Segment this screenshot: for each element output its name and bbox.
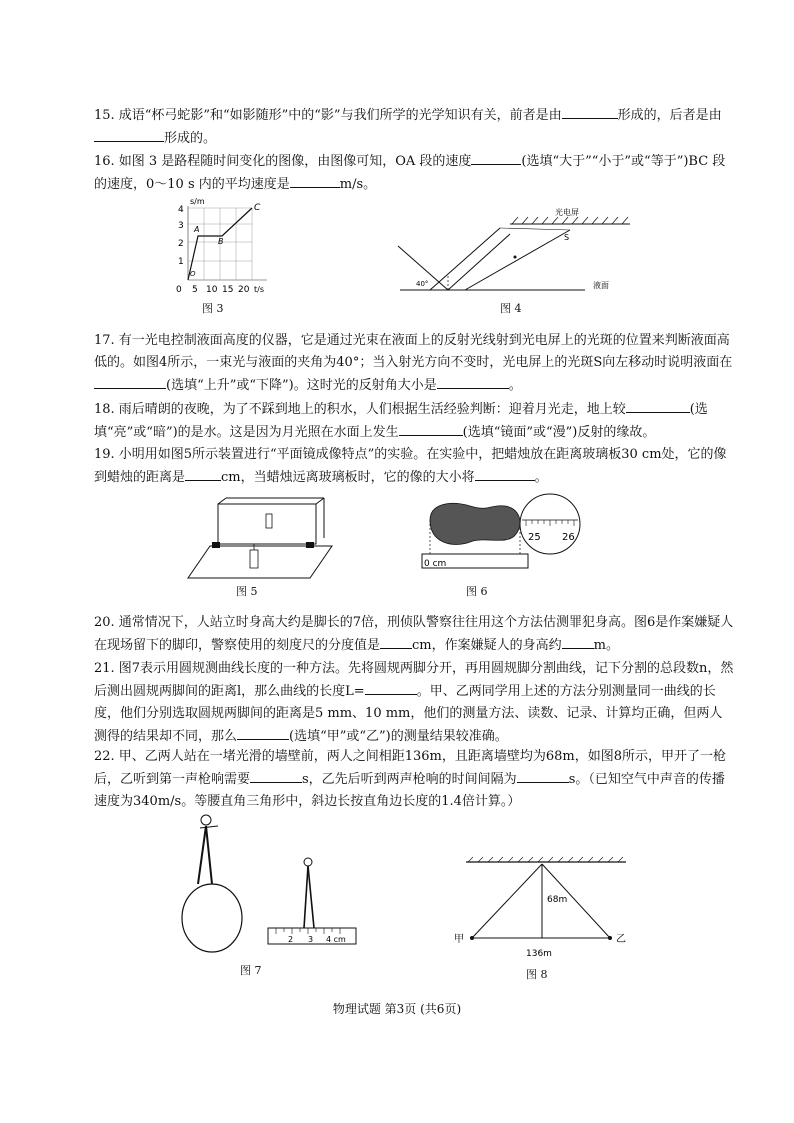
q22-blank-2[interactable] xyxy=(517,768,569,783)
q18-blank-2[interactable] xyxy=(399,421,463,436)
height-68m-label: 68m xyxy=(547,895,568,905)
q20-blank-1[interactable] xyxy=(380,634,412,649)
figure-8-caption: 图 8 xyxy=(526,968,548,981)
ruler-tick-4cm: 4 cm xyxy=(326,935,346,944)
person-jia-label: 甲 xyxy=(454,934,464,945)
y-tick-2: 2 xyxy=(178,239,184,249)
footprint xyxy=(430,503,520,544)
ruler-25-label: 25 xyxy=(528,532,541,543)
q20-blank-2[interactable] xyxy=(562,634,594,649)
q17-blank-1[interactable] xyxy=(94,374,166,389)
ruler-tick-2: 2 xyxy=(288,935,294,944)
q18-text-3: (选填“镜面”或“漫”)反射的缘故。 xyxy=(462,425,656,440)
point-c-label: C xyxy=(254,203,261,213)
q20-text-1: 通常情况下，人站立时身高大约是脚长的7倍，刑侦队警察往往用这个方法估测罪犯身高。图6是作案嫌疑人在现场留下的脚印，警察使用的刻度尺的分度值是 xyxy=(94,615,734,653)
q20-text-2: cm，作案嫌疑人的身高约 xyxy=(412,638,562,653)
figure-8-wall-echo xyxy=(446,852,646,962)
q15-text-1: 成语“杯弓蛇影”和“如影随形”中的“影”与我们所学的光学知识有关，前者是由 xyxy=(118,108,562,123)
q15-blank-2[interactable] xyxy=(94,127,164,142)
figure-7-caption: 图 7 xyxy=(240,964,262,977)
person-yi-label: 乙 xyxy=(616,934,626,945)
point-b-label: B xyxy=(218,237,224,246)
q16-text-2: (选填“大于”“小于”或“等于”)BC 段的速度，0～10 s 内的平均速度是 xyxy=(94,154,726,192)
q16-number: 16. xyxy=(94,154,115,169)
q21-number: 21. xyxy=(94,661,115,676)
q21-blank-1[interactable] xyxy=(365,680,417,695)
y-axis-label: s/m xyxy=(190,197,205,206)
q22-blank-1[interactable] xyxy=(250,768,302,783)
q19-blank-1[interactable] xyxy=(185,466,221,481)
q20-number: 20. xyxy=(94,615,115,630)
ruler-zero-label: 0 cm xyxy=(424,559,447,569)
figure-3-graph xyxy=(172,196,282,316)
q17-text-1: 有一光电控制液面高度的仪器，它是通过光束在液面上的反射光线射到光电屏上的光斑的位置来判断液面高低的。如图4所示，一束光与液面的夹角为40°；当入射光方向不变时，光电屏上的光斑S向左移动时说明液面在 xyxy=(94,333,733,370)
x-tick-0: 0 xyxy=(176,285,182,295)
q18-text-1: 雨后晴朗的夜晚，为了不踩到地上的积水，人们根据生活经验判断：迎着月光走，地上较 xyxy=(118,402,626,417)
question-19 xyxy=(94,444,734,489)
q15-text-2: 形成的，后者是由 xyxy=(617,108,722,123)
ruler-26-label: 26 xyxy=(562,532,575,543)
point-o-label: O xyxy=(190,270,196,278)
q19-blank-2[interactable] xyxy=(475,466,535,481)
base-136m-label: 136m xyxy=(526,949,552,959)
q19-number: 19. xyxy=(94,447,115,462)
q16-text-1: 如图 3 是路程随时间变化的图像，由图像可知，OA 段的速度 xyxy=(118,154,472,169)
point-a-label: A xyxy=(194,225,200,234)
figure-3-caption: 图 3 xyxy=(202,302,224,315)
q15-number: 15. xyxy=(94,108,115,123)
question-16 xyxy=(94,150,734,196)
question-18 xyxy=(94,398,734,444)
liquid-label: 液面 xyxy=(593,281,609,290)
q16-blank-1[interactable] xyxy=(471,150,521,165)
q18-number: 18. xyxy=(94,402,115,417)
question-21 xyxy=(94,658,734,748)
y-tick-1: 1 xyxy=(178,257,184,267)
ruler-tick-3: 3 xyxy=(308,935,314,944)
figure-5-mirror-setup xyxy=(182,494,342,584)
q17-number: 17. xyxy=(94,333,115,348)
page-footer: 物理试题 第3页 (共6页) xyxy=(332,1002,462,1016)
q17-blank-2[interactable] xyxy=(437,374,509,389)
question-22 xyxy=(94,746,734,813)
q20-text-3: m。 xyxy=(593,638,619,653)
q16-blank-2[interactable] xyxy=(290,173,340,188)
curve-circle xyxy=(182,884,242,952)
q19-text-3: 。 xyxy=(534,470,548,485)
figure-6-footprint-ruler xyxy=(420,490,600,580)
q21-text-1: 图7表示用圆规测曲线长度的一种方法。先将圆规两脚分开，再用圆规脚分割曲线，记下分割的总段数n，然后测出圆规两脚间的距离l，那么曲线的长度L= xyxy=(94,661,734,699)
spot-s-label: S xyxy=(564,233,570,242)
question-17 xyxy=(94,330,734,397)
q19-text-2: cm，当蜡烛远离玻璃板时，它的像的大小将 xyxy=(221,470,475,485)
q19-text-1: 小明用如图5所示装置进行“平面镜成像特点”的实验。在实验中，把蜡烛放在距离玻璃板30 cm处，它的像到蜡烛的距离是 xyxy=(94,447,727,485)
x-tick-5: 5 xyxy=(192,285,198,295)
x-tick-10: 10 xyxy=(206,285,218,295)
q21-blank-2[interactable] xyxy=(237,725,289,740)
screen-label: 光电屏 xyxy=(555,208,579,217)
q22-text-2: s，乙先后听到两声枪响的时间间隔为 xyxy=(302,772,517,787)
figure-5-caption: 图 5 xyxy=(236,585,258,598)
angle-label: 40° xyxy=(416,280,429,288)
question-20 xyxy=(94,612,734,657)
q17-text-3: 。 xyxy=(508,378,522,393)
q17-text-2: (选填“上升”或“下降”)。这时光的反射角大小是 xyxy=(166,378,437,393)
q22-text-1: 甲、乙两人站在一堵光滑的墙壁前，两人之间相距136m，且距离墙壁均为68m，如图8所示，甲开了一枪后，乙听到第一声枪响需要 xyxy=(94,749,726,787)
figure-6-caption: 图 6 xyxy=(466,585,488,598)
candle-image xyxy=(266,514,272,528)
x-tick-15: 15 xyxy=(222,285,234,295)
figure-4-diagram xyxy=(390,204,640,296)
figure-7-compass xyxy=(176,812,366,962)
figure-4-caption: 图 4 xyxy=(500,302,522,315)
q18-text-2: (选填“亮”或“暗”)的是水。这是因为月光照在水面上发生 xyxy=(94,402,708,440)
x-axis-label: t/s xyxy=(254,285,264,294)
q16-text-3: m/s。 xyxy=(339,177,377,192)
q15-blank-1[interactable] xyxy=(562,104,618,119)
q22-text-3: s。（已知空气中声音的传播速度为340m/s。等腰直角三角形中，斜边长按直角边长度的1.4倍计算。） xyxy=(94,772,725,809)
q15-text-3: 形成的。 xyxy=(164,131,217,146)
q21-text-3: (选填“甲”或“乙”)的测量结果较准确。 xyxy=(289,729,508,744)
question-15 xyxy=(94,104,734,150)
q22-number: 22. xyxy=(94,749,115,764)
x-tick-20: 20 xyxy=(238,285,250,295)
q21-text-2: 。甲、乙两同学用上述的方法分别测量同一曲线的长度，他们分别选取圆规两脚间的距离是5 mm、10 mm，他们的测量方法、读数、记录、计算均正确，但两人测得的结果却不同，那么 xyxy=(94,684,723,744)
candle xyxy=(250,550,258,568)
y-tick-3: 3 xyxy=(178,221,184,231)
y-tick-4: 4 xyxy=(178,205,184,215)
q18-blank-1[interactable] xyxy=(626,398,690,413)
